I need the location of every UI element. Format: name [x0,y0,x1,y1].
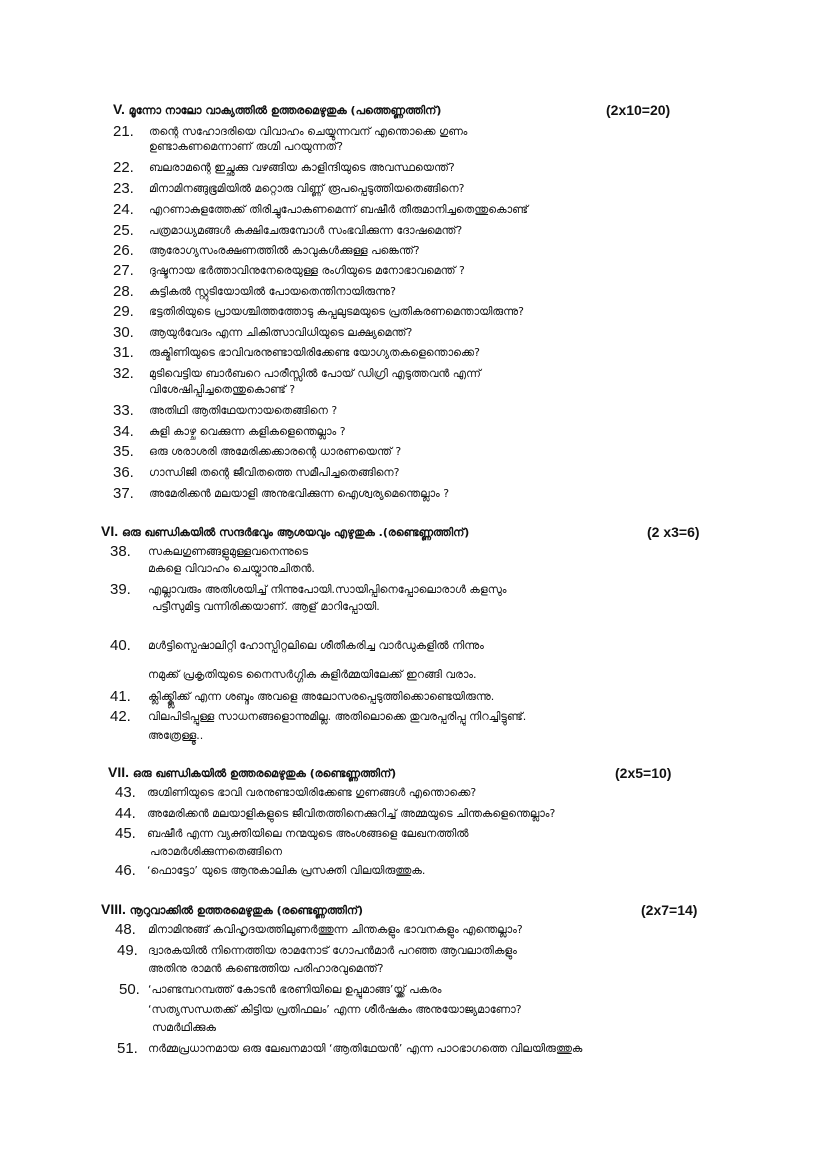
question-number: 41. [110,688,131,705]
question-text: മൾട്ടിസ്പെഷാലിറ്റി ഹോസ്പിറ്റലിലെ ശീതീകരിച്ച വാർഡുകളിൽ നിന്നും [148,639,484,652]
question-text: നമുക്ക് പ്രകൃതിയുടെ നൈസർഗ്ഗിക കുളിർമ്മയിലേക്ക് ഇറങ്ങി വരാം. [148,668,477,681]
question-number: 26. [113,242,134,259]
question-number: 42. [110,708,131,725]
question-number: 23. [113,180,134,197]
section-heading [101,902,363,918]
question-text: മകളെ വിവാഹം ചെയ്വാനുചിതൻ. [148,562,315,575]
question-text: ഉണ്ടാകണമെന്നാണ് രുഗ്മി പറയുന്നത്? [149,140,343,153]
question-number: 34. [113,423,134,440]
question-number: 35. [113,443,134,460]
question-number: 32. [113,365,134,382]
question-number: 28. [113,283,134,300]
question-text: രുഗ്മിണിയുടെ ഭാവി വരനുണ്ടായിരിക്കേണ്ട ഗുണങ്ങൾ എന്തൊക്കെ? [147,786,477,799]
question-text: വിശേഷിപ്പിച്ചതെന്തുകൊണ്ട് ? [149,383,296,396]
section-title: നൂറുവാക്കിൽ ഉത്തരമെഴുതുക (രണ്ടെണ്ണത്തിന്) [129,904,364,917]
question-text: മിനാമിനങ്ങുഭൂമിയിൽ മറ്റൊരു വിണ്ണ് രൂപപ്പെടുത്തിയതെങ്ങിനെ? [149,182,465,195]
section-title: മൂന്നോ നാലോ വാക്യത്തിൽ ഉത്തരമെഴുതുക (പത്തെണ്ണത്തിന്) [128,104,442,117]
section-marks: (2 x3=6) [647,524,700,540]
section-marks: (2x10=20) [606,102,671,118]
question-number: 24. [113,201,134,218]
question-text: അതിഥി ആതിഥേയനായതെങ്ങിനെ ? [149,404,338,417]
question-number: 27. [113,262,134,279]
question-number: 37. [113,485,134,502]
question-text: പരാമർശിക്കുന്നതെങ്ങിനെ [150,845,282,858]
question-text: പത്രമാധ്യമങ്ങൾ കക്ഷിചേരുമ്പോൾ സംഭവിക്കുന്ന ദോഷമെന്ത്? [149,224,463,237]
question-text: ‘സത്യസന്ധതക്ക് കിട്ടിയ പ്രതിഫലം’ എന്ന ശീർഷകം അനുയോജ്യമാണോ? [148,1003,522,1016]
section-heading [101,524,469,540]
section-heading [113,102,441,118]
question-number: 33. [113,402,134,419]
question-number: 44. [115,805,136,822]
question-text: സകലഗുണങ്ങളുമുള്ളവനെന്നുടെ [148,545,309,558]
question-text: എറണാകുളത്തേക്ക് തിരിച്ചുപോകണമെന്ന് ബഷീർ തീരുമാനിച്ചതെന്തുകൊണ്ട് [149,203,529,216]
question-number: 49. [117,942,138,959]
question-number: 38. [110,543,131,560]
question-text: അമേരിക്കൻ മലയാളി അനുഭവിക്കുന്ന ഐശ്വര്യമെന്തെല്ലാം ? [149,487,450,500]
section-title: ഒരു ഖണ്ഡികയിൽ ഉത്തരമെഴുതുക (രണ്ടെണ്ണത്തിന്) [132,767,397,780]
question-text: തന്റെ സഹോദരിയെ വിവാഹം ചെയ്യുന്നവന് എന്തൊക്കെ ഗുണം [149,125,468,138]
question-number: 46. [115,862,136,879]
question-number: 51. [117,1040,138,1057]
question-text: ഭട്ടതിരിയുടെ പ്രായശ്ചിത്തത്തോടു കപ്പലുടമയുടെ പ്രതികരണമെന്തായിരുന്നു? [149,305,524,318]
question-text: അത്രേള്ളൂ.. [148,729,204,742]
question-text: ഒരു ശരാശരി അമേരിക്കക്കാരന്റെ ധാരണയെന്ത് ? [149,445,402,458]
question-text: ആയുർവേദം എന്ന ചികിത്സാവിധിയുടെ ലക്ഷ്യമെന്ത്? [149,326,413,339]
question-number: 50. [119,981,140,998]
question-text: ക്ലിക്ക്ക്ലിക്ക് എന്ന ശബ്ദം അവളെ അലോസരപ്പെടുത്തിക്കൊണ്ടെയിരുന്നു. [148,690,495,703]
section-numeral: VI. [101,523,119,539]
question-number: 39. [110,581,131,598]
question-number: 21. [113,123,134,140]
question-number: 48. [115,921,136,938]
question-text: ദുഷ്ടനായ ഭർത്താവിനുനേരെയുള്ള രംഗിയുടെ മനോഭാവമെന്ത് ? [149,264,465,277]
question-text: രുക്മിണിയുടെ ഭാവിവരനുണ്ടായിരിക്കേണ്ട യോഗ്യതകളെന്തൊക്കെ? [149,346,480,359]
question-number: 40. [110,637,131,654]
question-text: ബലരാമന്റെ ഇച്ഛക്കു വഴങ്ങിയ കാളിന്ദിയുടെ അവസ്ഥയെന്ത്? [149,161,455,174]
question-text: എല്ലാവരും അതിശയിച്ച് നിന്നുപോയി.സായിപ്പിനെപ്പോലൊരാൾ കളസും [148,583,507,596]
question-number: 43. [115,784,136,801]
question-number: 25. [113,222,134,239]
question-text: അമേരിക്കൻ മലയാളികളുടെ ജീവിതത്തിനെക്കുറിച്ച് അമ്മയുടെ ചിന്തകളെന്തെല്ലാം? [147,807,556,820]
question-number: 45. [115,825,136,842]
question-text: ആരോഗ്യസംരക്ഷണത്തിൽ കാവുകൾക്കുള്ള പങ്കെന്ത്? [149,244,420,257]
question-text: ബഷീർ എന്ന വ്യക്തിയിലെ നന്മയുടെ അംശങ്ങളെ ലേഖനത്തിൽ [147,827,469,840]
question-number: 29. [113,303,134,320]
question-text: ഗാന്ധിജി തന്റെ ജീവിതത്തെ സമീപിച്ചതെങ്ങിനെ? [149,466,400,479]
question-text: പട്ടീസുമിട്ട വന്നിരിക്കയാണ്. ആള് മാറിപ്പോയി. [152,600,380,613]
question-text: അതിനു രാമൻ കണ്ടെത്തിയ പരിഹാരവുമെന്ത്? [148,962,384,975]
section-heading [108,765,396,781]
section-numeral: VII. [108,764,130,780]
question-text: സമർഥിക്കുക [152,1021,217,1034]
section-numeral: V. [113,101,125,117]
question-number: 22. [113,159,134,176]
question-number: 31. [113,344,134,361]
question-number: 30. [113,324,134,341]
question-text: മിനാമിനുങ്ങ് കവിഹൃദയത്തിലുണർത്തുന്ന ചിന്തകളും ഭാവനകളും എന്തെല്ലാം? [148,923,523,936]
question-text: ദ്വാരകയിൽ നിന്നെത്തിയ രാമനോട് ഗോപൻമാർ പറഞ്ഞ ആവലാതികളും [148,944,517,957]
section-title: ഒരു ഖണ്ഡികയിൽ സന്ദർഭവും ആശയവും എഴുതുക .(രണ്ടെണ്ണത്തിന്) [121,526,470,539]
question-text: ‘ഫൊട്ടോ’ യുടെ ആനുകാലിക പ്രസക്തി വിലയിരുത്തുക. [147,864,426,877]
question-text: നർമ്മപ്രധാനമായ ഒരു ലേഖനമായി ‘ആതിഥേയൻ’ എന്ന പാഠഭാഗത്തെ വിലയിരുത്തുക [148,1042,583,1055]
question-number: 36. [113,464,134,481]
section-marks: (2x5=10) [615,765,672,781]
section-marks: (2x7=14) [641,902,698,918]
question-text: കുളി കാഴ്ച വെക്കുന്ന കളികളെന്തെല്ലാം ? [149,425,346,438]
question-text: കുട്ടികൽ സ്റ്റുടിയോയിൽ പോയതെന്തിനായിരുന്നു? [149,285,396,298]
question-text: വിലപിടിപ്പുള്ള സാധനങ്ങളൊന്നുമില്ല. അതിലൊക്കെ തുവരപ്പരിപ്പു നിറച്ചിട്ടുണ്ട്. [148,710,527,723]
question-text: ‘പാണ്ടമ്പറമ്പത്ത് കോടൻ ഭരണിയിലെ ഉപ്പുമാങ്ങ’യ്ക്ക് പകരം [148,983,442,996]
question-text: മുടിവെട്ടിയ ബാർബറെ പാരീസ്സിൽ പോയ് ഡിഗ്രി എടുത്തവൻ എന്ന് [149,367,481,380]
section-numeral: VIII. [101,901,126,917]
